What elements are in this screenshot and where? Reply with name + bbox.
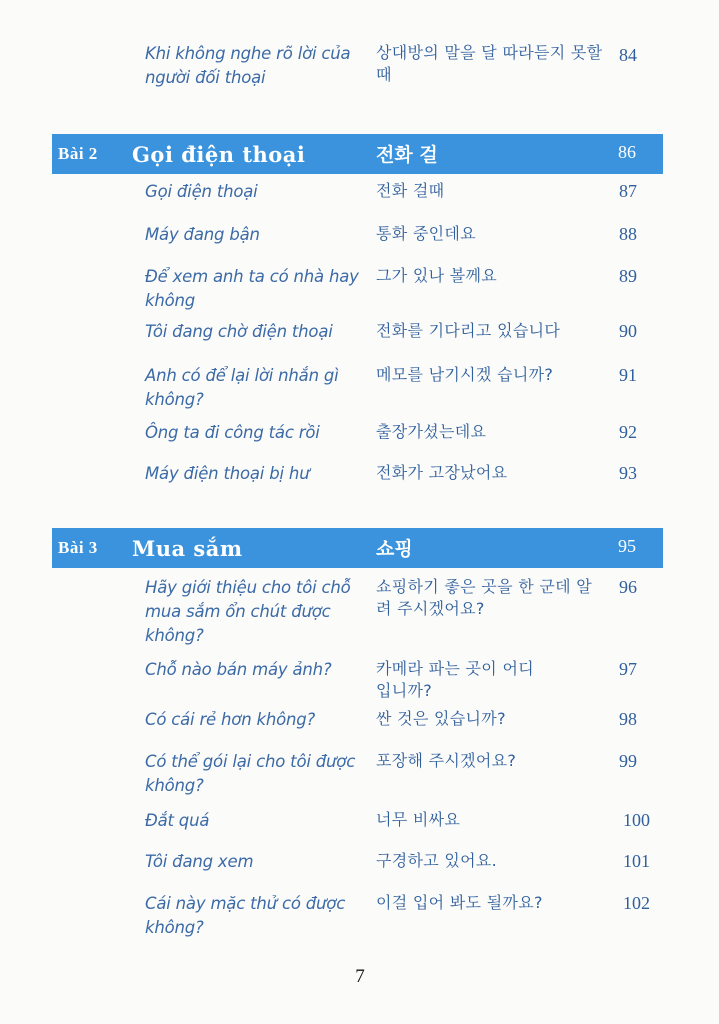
vietnamese-phrase: Chỗ nào bán máy ảnh? (145, 660, 332, 679)
korean-phrase: 상대방의 말을 달 따라듣지 못할 때 (376, 43, 603, 84)
page-number: 84 (619, 45, 637, 65)
vietnamese-phrase: Để xem anh ta có nhà hay không (145, 267, 359, 310)
page-number: 91 (619, 365, 637, 385)
vietnamese-phrase: Anh có để lại lời nhắn gì không? (145, 366, 339, 409)
korean-phrase: 카메라 파는 곳이 어디입니까? (376, 659, 534, 700)
korean-phrase: 통화 중인데요 (376, 224, 476, 243)
korean-phrase: 메모를 남기시겠 습니까? (376, 365, 554, 384)
page-number: 88 (619, 224, 637, 244)
vietnamese-phrase: Hãy giới thiệu cho tôi chỗ mua sắm ổn chút được không? (145, 578, 351, 645)
footer-page-number: 7 (355, 966, 365, 987)
vietnamese-phrase: Gọi điện thoại (145, 182, 258, 201)
lesson-page-number: 95 (618, 536, 636, 556)
page-number: 99 (619, 751, 637, 771)
korean-phrase: 너무 비싸요 (376, 810, 461, 829)
page-number: 101 (623, 851, 650, 871)
lesson-page-number: 86 (618, 142, 636, 162)
vietnamese-phrase: Ông ta đi công tác rồi (145, 423, 320, 442)
page-number: 93 (619, 463, 637, 483)
korean-phrase: 구경하고 있어요. (376, 851, 498, 870)
vietnamese-phrase: Có thể gói lại cho tôi được không? (145, 752, 356, 795)
lesson-label: Bài 2 (58, 144, 98, 163)
lesson-title: Mua sắm (132, 536, 243, 561)
vietnamese-phrase: Cái này mặc thử có được không? (145, 894, 346, 937)
vietnamese-phrase: Máy điện thoại bị hư (145, 464, 310, 483)
lesson-2-header (52, 134, 663, 174)
lesson-label: Bài 3 (58, 538, 98, 557)
korean-phrase: 포장해 주시겠어요? (376, 751, 517, 770)
lesson-3-header (52, 528, 663, 568)
korean-phrase: 그가 있나 볼께요 (376, 266, 498, 285)
korean-phrase: 전화를 기다리고 있습니다 (376, 321, 561, 340)
korean-phrase: 전화 걸때 (376, 181, 445, 200)
lesson-korean-title: 전화 걸 (376, 144, 438, 166)
korean-phrase: 출장가셨는데요 (376, 422, 487, 441)
page-number: 102 (623, 893, 650, 913)
lesson-title: Gọi điện thoại (132, 142, 306, 167)
page-number: 100 (623, 810, 650, 830)
page-number: 92 (619, 422, 637, 442)
page-number: 90 (619, 321, 637, 341)
page-number: 96 (619, 577, 637, 597)
korean-phrase: 싼 것은 있습니까? (376, 709, 506, 728)
vietnamese-phrase: Máy đang bận (145, 225, 260, 244)
vietnamese-phrase: Có cái rẻ hơn không? (145, 710, 316, 729)
korean-phrase: 전화가 고장났어요 (376, 463, 508, 482)
vietnamese-phrase: Khi không nghe rõ lời của người đối thoại (145, 44, 351, 87)
vietnamese-phrase: Tôi đang chờ điện thoại (145, 322, 333, 341)
korean-phrase: 쇼핑하기 좋은 곳을 한 군데 알려 주시겠어요? (376, 577, 593, 618)
vietnamese-phrase: Tôi đang xem (145, 852, 254, 871)
vietnamese-phrase: Đắt quá (145, 811, 210, 830)
lesson-korean-title: 쇼핑 (376, 538, 413, 560)
page-number: 87 (619, 181, 637, 201)
page-number: 97 (619, 659, 637, 679)
page-number: 89 (619, 266, 637, 286)
page-number: 98 (619, 709, 637, 729)
korean-phrase: 이걸 입어 봐도 될까요? (376, 893, 543, 912)
